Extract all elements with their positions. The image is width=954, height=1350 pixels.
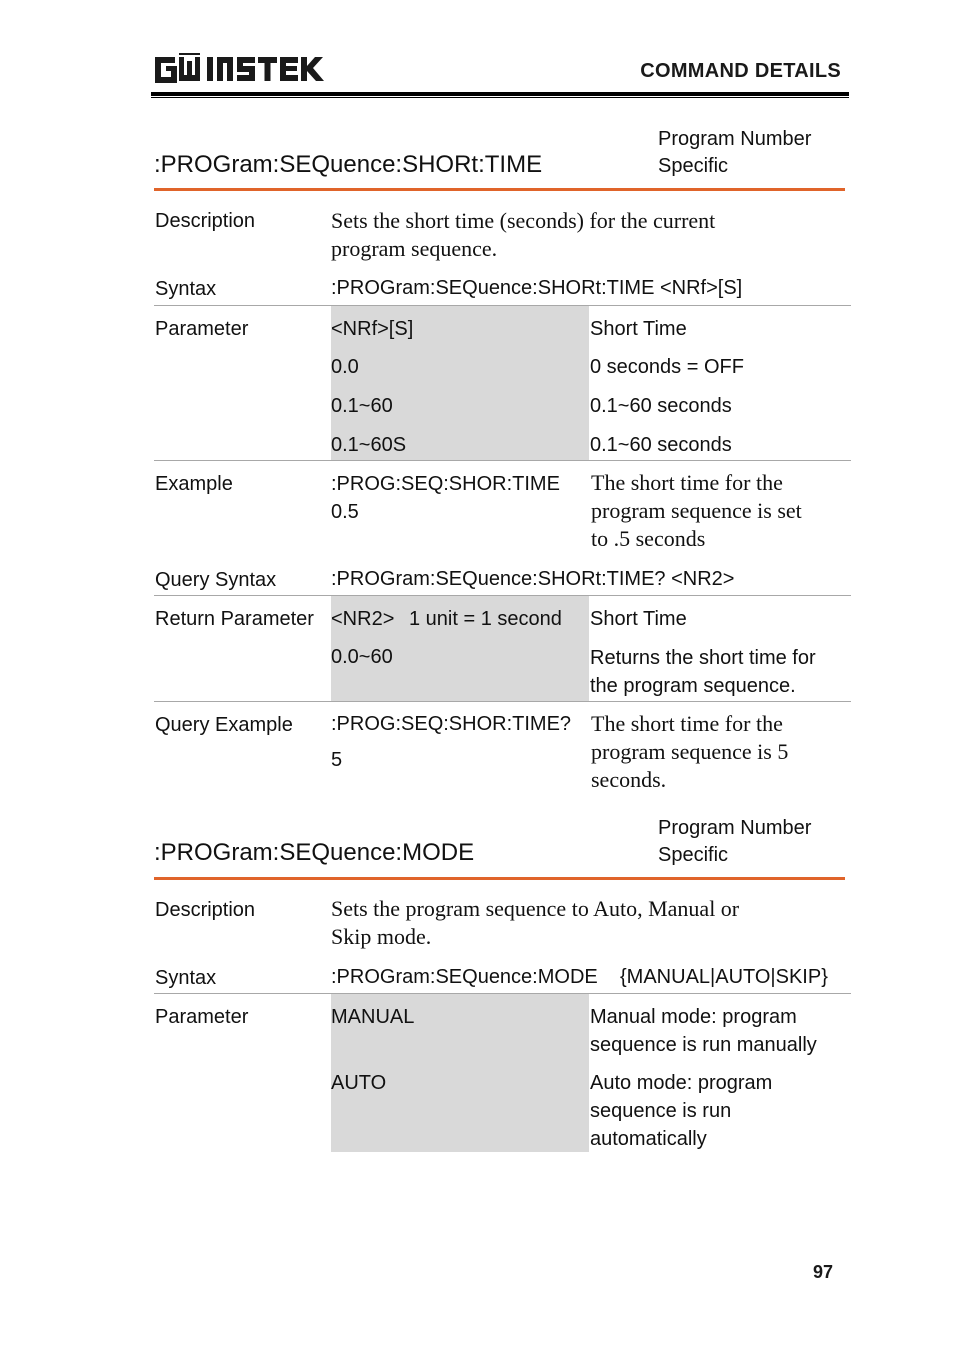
query-example-description-line: seconds. xyxy=(591,767,667,792)
command-title-rule xyxy=(154,188,845,191)
spec-line: Specific xyxy=(658,844,729,866)
spec-line: Program Number xyxy=(658,128,812,150)
row-label-description: Description xyxy=(155,210,256,232)
row-label-syntax: Syntax xyxy=(155,278,217,300)
row-label-parameter: Parameter xyxy=(155,318,249,340)
gw-instek-logo xyxy=(153,53,325,87)
example-command-line: :PROG:SEQ:SHOR:TIME xyxy=(331,473,560,495)
description-line: Skip mode. xyxy=(331,924,432,949)
command-title-mode: :PROGram:SEQuence:MODE xyxy=(154,839,475,866)
description-text xyxy=(331,895,739,951)
return-type: <NR2> xyxy=(331,608,395,630)
row-label-query-syntax: Query Syntax xyxy=(155,569,277,591)
return-range: 0.0~60 xyxy=(331,646,393,668)
example-description-line: program sequence is set xyxy=(591,498,802,523)
command-spec xyxy=(658,126,811,180)
parameter-desc: 0 seconds = OFF xyxy=(590,356,744,378)
return-description-line: Returns the short time for xyxy=(590,647,816,669)
parameter-desc-line: Auto mode: program xyxy=(590,1072,773,1094)
return-description-line: the program sequence. xyxy=(590,675,796,697)
parameter-desc-line: sequence is run xyxy=(590,1100,732,1122)
parameter-desc: 0.1~60 seconds xyxy=(590,434,732,456)
command-title-short-time: :PROGram:SEQuence:SHORt:TIME xyxy=(154,151,543,178)
query-example-description xyxy=(591,710,788,794)
section-title: COMMAND DETAILS xyxy=(640,60,841,82)
parameter-desc-line: Manual mode: program xyxy=(590,1006,797,1028)
row-label-query-example: Query Example xyxy=(155,714,293,736)
command-spec xyxy=(658,815,811,869)
query-example-result: 5 xyxy=(331,749,343,771)
parameter-value: 0.0 xyxy=(331,356,359,378)
description-line: Sets the short time (seconds) for the current xyxy=(331,208,716,233)
row-label-example: Example xyxy=(155,473,233,495)
example-command xyxy=(331,470,560,526)
spec-line: Specific xyxy=(658,155,729,177)
syntax-text: :PROGram:SEQuence:SHORt:TIME <NRf>[S] xyxy=(331,277,743,299)
parameter-value: <NRf>[S] xyxy=(331,318,414,340)
description-line: Sets the program sequence to Auto, Manual or xyxy=(331,896,740,921)
parameter-value: 0.1~60 xyxy=(331,395,393,417)
description-line: program sequence. xyxy=(331,236,498,261)
row-divider xyxy=(154,460,851,461)
syntax-command: :PROGram:SEQuence:MODE xyxy=(331,966,598,988)
query-example-description-line: program sequence is 5 xyxy=(591,739,789,764)
command-title-rule xyxy=(154,877,845,880)
example-description-line: The short time for the xyxy=(591,470,783,495)
gw-instek-logo-mark xyxy=(153,53,325,87)
parameter-desc-line: automatically xyxy=(590,1128,707,1150)
row-label-description: Description xyxy=(155,899,256,921)
query-syntax-text: :PROGram:SEQuence:SHORt:TIME? <NR2> xyxy=(331,568,735,590)
parameter-desc xyxy=(590,1003,817,1059)
example-command-line: 0.5 xyxy=(331,501,359,523)
query-example-command: :PROG:SEQ:SHOR:TIME? xyxy=(331,713,572,735)
row-label-return-parameter: Return Parameter xyxy=(155,608,314,630)
row-label-syntax: Syntax xyxy=(155,967,217,989)
parameter-desc: 0.1~60 seconds xyxy=(590,395,732,417)
page-number: 97 xyxy=(813,1262,834,1282)
query-example-description-line: The short time for the xyxy=(591,711,783,736)
header-rule xyxy=(151,92,849,96)
parameter-desc-line: sequence is run manually xyxy=(590,1034,817,1056)
parameter-value: 0.1~60S xyxy=(331,434,407,456)
row-label-parameter: Parameter xyxy=(155,1006,249,1028)
return-unit: 1 unit = 1 second xyxy=(409,608,562,630)
parameter-desc xyxy=(590,1069,772,1153)
syntax-arguments: {MANUAL|AUTO|SKIP} xyxy=(620,966,828,988)
description-text xyxy=(331,207,715,263)
header-rule-thin xyxy=(151,97,849,98)
example-description xyxy=(591,469,802,553)
parameter-desc: Short Time xyxy=(590,318,687,340)
return-description xyxy=(590,644,816,700)
parameter-value: MANUAL xyxy=(331,1006,415,1028)
parameter-value: AUTO xyxy=(331,1072,387,1094)
row-divider xyxy=(154,701,851,702)
spec-line: Program Number xyxy=(658,817,812,839)
example-description-line: to .5 seconds xyxy=(591,526,706,551)
return-type-desc: Short Time xyxy=(590,608,687,630)
